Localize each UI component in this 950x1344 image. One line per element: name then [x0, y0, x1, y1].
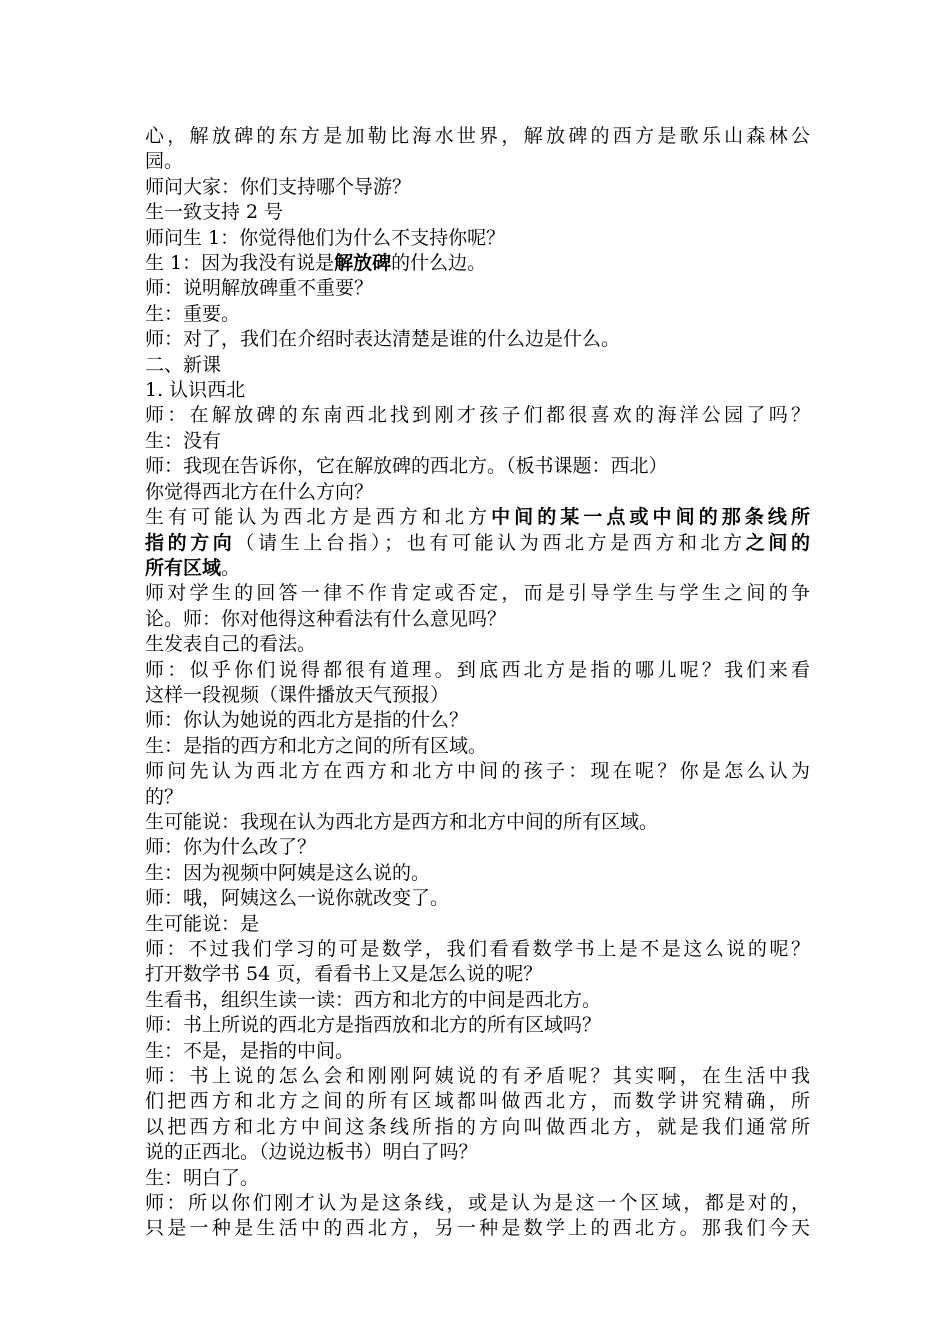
section-heading: 二、新课 — [145, 353, 222, 376]
text-line: 师：说明解放碑重不重要？ — [145, 277, 374, 300]
text-line: 生可能说：我现在认为西北方是西方和北方中间的所有区域。 — [145, 810, 659, 833]
text-line: 生看书，组织生读一读：西方和北方的中间是西北方。 — [145, 988, 602, 1011]
text-line: 们把西方和北方之间的所有区域都叫做西北方，而数学讲究精确，所 — [145, 1090, 810, 1113]
document-page — [145, 124, 810, 1242]
text-line: 生：没有 — [145, 429, 222, 452]
text-line: 师问先认为西北方在西方和北方中间的孩子：现在呢？你是怎么认为 — [145, 760, 810, 783]
bold-text: 之间的 — [745, 531, 810, 554]
text-line: 论。师：你对他得这种看法有什么意见吗？ — [145, 607, 507, 630]
text-run: 。 — [221, 556, 241, 579]
text-line: 师：我现在告诉你，它在解放碑的西北方。（板书课题：西北） — [145, 455, 668, 478]
text-line — [145, 556, 810, 581]
text-line: 生发表自己的看法。 — [145, 633, 317, 656]
text-run: 生有可能认为西北方是西方和北方 — [145, 506, 492, 529]
text-line: 生：明白了。 — [145, 1166, 260, 1189]
text-line: 生：重要。 — [145, 302, 241, 325]
bold-text: 解放碑 — [334, 252, 392, 275]
text-line: 生：因为视频中阿姨是这么说的。 — [145, 861, 431, 884]
text-line: 只是一种是生活中的西北方，另一种是数学上的西北方。那我们今天 — [145, 1217, 810, 1240]
text-line: 师：对了，我们在介绍时表达清楚是谁的什么边是什么。 — [145, 328, 621, 351]
text-run: 生 1：因为我没有说是 — [145, 252, 335, 275]
text-line: 这样一段视频（课件播放天气预报） — [145, 683, 450, 706]
text-line — [145, 505, 810, 530]
bold-text: 中间的某一点或中间的那条线所 — [491, 506, 810, 529]
text-line — [145, 251, 810, 276]
text-line: 的？ — [145, 785, 184, 808]
bold-text: 指的方向 — [145, 531, 236, 554]
text-line — [145, 531, 810, 556]
text-line: 师：你为什么改了？ — [145, 836, 317, 859]
text-line: 师：似乎你们说得都很有道理。到底西北方是指的哪儿呢？我们来看 — [145, 658, 810, 681]
text-line: 生可能说：是 — [145, 912, 260, 935]
text-line: 师：所以你们刚才认为是这条线，或是认为是这一个区域，都是对的， — [145, 1192, 810, 1215]
text-line: 生一致支持 2 号 — [145, 201, 284, 224]
text-line: 师：哦，阿姨这么一说你就改变了。 — [145, 887, 450, 910]
text-line: 你觉得西北方在什么方向？ — [145, 480, 374, 503]
text-line: 生：不是，是指的中间。 — [145, 1039, 355, 1062]
text-line: 以把西方和北方中间这条线所指的方向叫做西北方，就是我们通常所 — [145, 1115, 810, 1138]
text-line: 师：你认为她说的西北方是指的什么？ — [145, 709, 469, 732]
text-line: 说的正西北。（边说边板书）明白了吗？ — [145, 1141, 478, 1164]
text-run: （请生上台指）；也有可能认为西北方是西方和北方 — [235, 531, 746, 554]
text-line: 师问生 1：你觉得他们为什么不支持你呢？ — [145, 226, 506, 249]
bold-text: 所有区域 — [145, 556, 222, 579]
subsection-heading: 1. 认识西北 — [145, 379, 246, 402]
text-line: 园。 — [145, 150, 184, 173]
text-line: 师：书上说的怎么会和刚刚阿姨说的有矛盾呢？其实啊，在生活中我 — [145, 1065, 810, 1088]
text-line: 师：书上所说的西北方是指西放和北方的所有区域吗？ — [145, 1014, 602, 1037]
text-line: 生：是指的西方和北方之间的所有区域。 — [145, 734, 488, 757]
text-run: 的什么边。 — [391, 252, 487, 275]
text-line: 师：不过我们学习的可是数学，我们看看数学书上是不是这么说的呢？ — [145, 938, 810, 960]
text-line: 师对学生的回答一律不作肯定或否定，而是引导学生与学生之间的争 — [145, 582, 810, 605]
text-line: 师：在解放碑的东南西北找到刚才孩子们都很喜欢的海洋公园了吗？ — [145, 404, 810, 427]
text-line: 打开数学书 54 页，看看书上又是怎么说的呢？ — [145, 963, 543, 986]
text-line: 师问大家：你们支持哪个导游？ — [145, 175, 412, 198]
text-line: 心，解放碑的东方是加勒比海水世界，解放碑的西方是歌乐山森林公 — [145, 125, 810, 147]
